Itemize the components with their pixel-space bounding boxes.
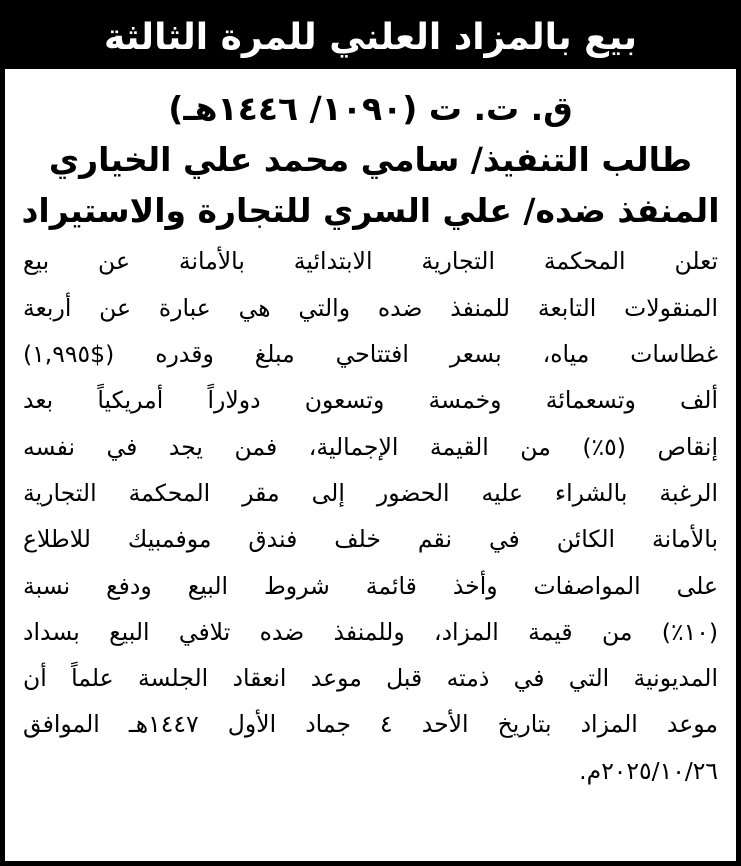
body-line: المديونية التي في ذمته قبل موعد انعقاد الجلسة علماً أن [23, 664, 718, 693]
body-line-date: ٢٠٢٥/١٠/٢٦م. [579, 756, 718, 785]
body-line: بالأمانة الكائن في نقم خلف فندق موفمبيك للاطلاع [23, 525, 718, 554]
body-line: المنقولات التابعة للمنفذ ضده والتي هي عبارة عن أربعة [23, 293, 718, 322]
body-line: موعد المزاد بتاريخ الأحد ٤ جماد الأول ١٤٤٧هـ الموافق [23, 710, 718, 739]
body-line: غطاسات مياه، بسعر افتتاحي مبلغ وقدره ($١,٩٩٥) [23, 340, 718, 369]
body-line: الرغبة بالشراء عليه الحضور إلى مقر المحكمة التجارية [23, 478, 718, 507]
body-line: ألف وتسعمائة وخمسة وتسعون دولاراً أمريكياً بعد [23, 386, 718, 415]
body-line: (١٠٪) من قيمة المزاد، وللمنفذ ضده تلافي البيع بسداد [23, 617, 718, 646]
body-line: إنقاص (٥٪) من القيمة الإجمالية، فمن يجد في نفسه [23, 432, 718, 461]
notice-banner [5, 5, 736, 69]
notice-body [5, 236, 736, 794]
executed-against: المنفذ ضده/ علي السري للتجارة والاستيراد [21, 191, 720, 231]
body-line: على المواصفات وأخذ قائمة شروط البيع ودفع نسبة [23, 571, 718, 600]
body-line: تعلن المحكمة التجارية الابتدائية بالأمانة عن بيع [23, 247, 718, 276]
execution-requester: طالب التنفيذ/ سامي محمد علي الخياري [48, 140, 693, 180]
case-reference: ق. ت. ت (١٠٩٠/ ١٤٤٦هـ) [168, 89, 573, 128]
banner-title: بيع بالمزاد العلني للمرة الثالثة [104, 16, 637, 58]
notice-headings [5, 69, 736, 236]
